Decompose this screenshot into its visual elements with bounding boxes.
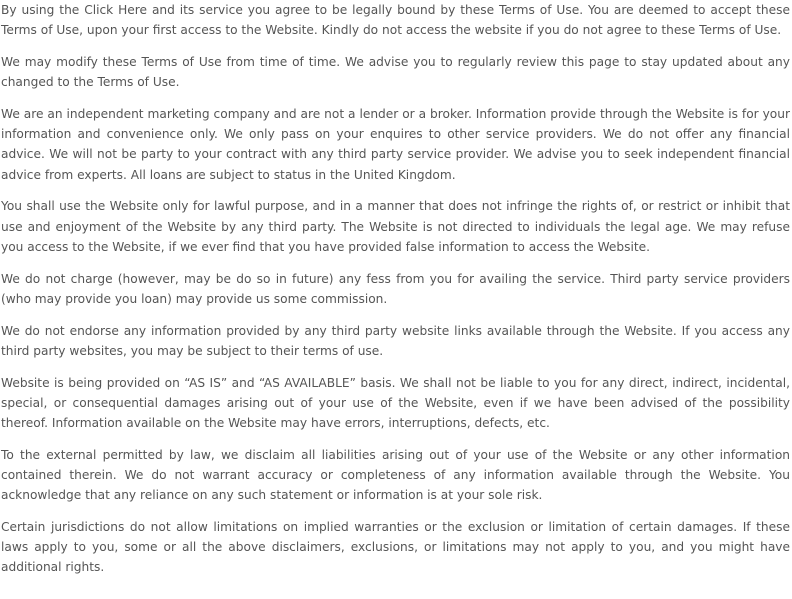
terms-paragraph-jurisdictions: Certain jurisdictions do not allow limitations on implied warranties or the exclusion or limitation of certain damages. If these laws apply to you, some or all the above disclaimers, exclusions, or limitations may not apply to you, and you might have additional rights. (1, 520, 790, 575)
terms-paragraph-third-party-links: We do not endorse any information provided by any third party website links available through the Website. If you access any third party websites, you may be subject to their terms of use. (1, 323, 790, 358)
terms-paragraph-modification: We may modify these Terms of Use from time of time. We advise you to regularly review this page to stay updated about any changed to the Terms of Use. (1, 55, 790, 90)
terms-paragraph-charges: We do not charge (however, may be do so in future) any fess from you for availing the service. Third party service providers (who may provide you loan) may provide us some commission. (1, 271, 790, 306)
terms-paragraph-lawful-use: You shall use the Website only for lawful purpose, and in a manner that does not infringe the rights of, or restrict or inhibit that use and enjoyment of the Website by any third party. The Website is not directed to individuals the legal age. We may refuse you access to the Website, if we ever find that you have provided false information to access the Website. (1, 199, 790, 254)
terms-paragraph-liability: To the external permitted by law, we disclaim all liabilities arising out of your use of the Website or any other information contained therein. We do not warrant accuracy or completeness of any information available through the Website. You acknowledge that any reliance on any such statement or information is at your sole risk. (1, 447, 790, 503)
terms-paragraph-company-status: We are an independent marketing company and are not a lender or a broker. Information provide through the Website is for your information and convenience only. We only pass on your enquires to other service providers. We do not offer any financial advice. We will not be party to your contract with any third party service provider. We advise you to seek independent financial advice from experts. All loans are subject to status in the United Kingdom. (1, 107, 790, 182)
terms-paragraph-acceptance: By using the Click Here and its service you agree to be legally bound by these Terms of Use. You are deemed to accept these Terms of Use, upon your first access to the Website. Kindly do not access the website if you do not agree to these Terms of Use. (1, 3, 790, 38)
terms-paragraph-as-is: Website is being provided on “AS IS” and “AS AVAILABLE” basis. We shall not be liable to you for any direct, indirect, incidental, special, or consequential damages arising out of your use of the Website, even if we have been advised of the possibility thereof. Information available on the Website may have errors, interruptions, defects, etc. (1, 375, 790, 431)
